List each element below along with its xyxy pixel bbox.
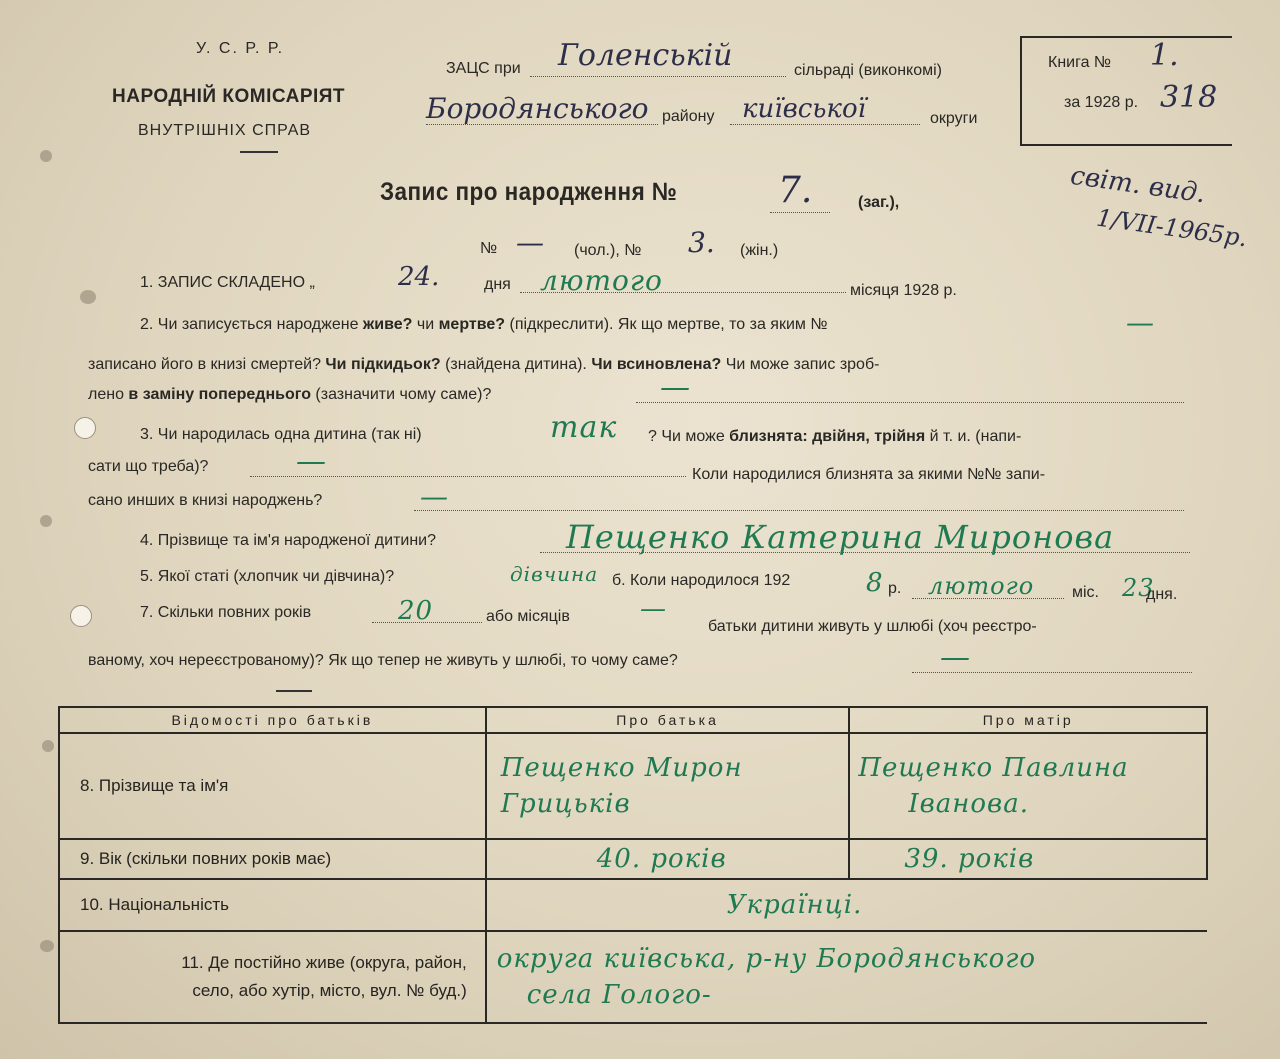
table-header-mother: Про матір: [849, 707, 1207, 733]
q7-line2-value: —: [940, 640, 971, 675]
q2-line1-value: —: [1126, 306, 1155, 339]
zags-suffix: сільраді (виконкомі): [794, 62, 942, 79]
q7-label-b: або місяців: [486, 608, 570, 625]
female-suffix: (жін.): [740, 242, 779, 259]
ministry-name: НАРОДНІЙ КОМІСАРІЯТ: [112, 86, 346, 107]
q1-suffix: місяця 1928 р.: [850, 282, 957, 299]
q3-line2-a: сати що треба)?: [88, 458, 209, 475]
q1-month: лютого: [540, 264, 663, 297]
male-label: №: [480, 240, 498, 257]
q7-label-c: батьки дитини живуть у шлюбі (хоч реєстро-: [708, 618, 1037, 635]
q7-line2: ваному, хоч нереєстрованому)? Як що тепер не живуть у шлюбі, то чому саме?: [88, 652, 678, 669]
row-label-age: 9. Вік (скільки повних років має): [59, 839, 486, 879]
q3-line2-value: —: [296, 444, 327, 479]
table-header-info: Відомості про батьків: [59, 707, 486, 733]
table-row: [59, 733, 1207, 839]
table-row: [59, 879, 1207, 931]
father-name: Пещенко Мирон Грицьків: [486, 733, 850, 839]
table-row: [59, 839, 1207, 879]
q2-line3-value: —: [660, 370, 691, 405]
q5-day: 23: [1122, 574, 1155, 602]
q1-prefix: 1. ЗАПИС СКЛАДЕНО „: [140, 274, 315, 291]
margin-note-line1: світ. вид.: [1068, 160, 1208, 210]
q2-line3: лено в заміну попереднього (зазначити чому саме)?: [88, 386, 492, 403]
q3-line3-value: —: [420, 480, 449, 513]
stain: [40, 940, 54, 952]
q2-line1: 2. Чи записується народжене живе? чи мертве? (підкреслити). Як що мертве, то за яким №: [140, 316, 828, 333]
q5-year: 8: [866, 568, 884, 598]
q5-birth-label: б. Коли народилося 192: [612, 572, 791, 589]
row-label-name: 8. Прізвище та ім'я: [59, 733, 486, 839]
female-value: 3.: [688, 226, 715, 259]
q5-day-suffix: дня.: [1146, 586, 1178, 603]
row-label-residence: 11. Де постійно живе (округа, район, село, або хутір, місто, вул. № буд.): [59, 931, 486, 1023]
divider: [276, 690, 312, 692]
okrug-value: київської: [742, 94, 866, 124]
republic-label: У. С. Р. Р.: [196, 40, 285, 57]
residence-value: округа київська, р-ну Бородянського села Голого-: [486, 931, 1207, 1023]
record-number: 7.: [778, 170, 813, 211]
q1-day: 24.: [398, 262, 440, 292]
binding-hole-2: [70, 605, 92, 627]
q3-line2-b: Коли народилися близнята за якими №№ запи-: [692, 466, 1046, 483]
stain: [40, 515, 52, 527]
q2-line2: записано його в книзі смертей? Чи підкидьок? (знайдена дитина). Чи всиновлена? Чи може запис зроб-: [88, 356, 880, 373]
q5-month: лютого: [928, 572, 1035, 600]
row-label-nationality: 10. Національність: [59, 879, 486, 931]
q3-line1-a: 3. Чи народилась одна дитина (так ні): [140, 426, 422, 443]
q7-months: —: [640, 594, 667, 624]
mother-name: Пещенко Павлина Іванова.: [849, 733, 1207, 839]
q4-value: Пещенко Катерина Миронова: [566, 518, 1115, 556]
q3-line3-a: сано инших в книзі народжень?: [88, 492, 323, 509]
zags-prefix: ЗАЦС при: [446, 60, 521, 77]
parents-table: [58, 706, 1208, 1024]
stain: [42, 740, 54, 752]
q7-label-a: 7. Скільки повних років: [140, 604, 312, 621]
q5-label: 5. Якої статі (хлопчик чи дівчина)?: [140, 568, 395, 585]
book-label: Книга №: [1048, 54, 1112, 71]
table-header-father: Про батька: [486, 707, 850, 733]
record-title: Запис про народження №: [380, 178, 678, 206]
ministry-subtitle: ВНУТРІШНІХ СПРАВ: [138, 122, 312, 139]
q1-mid: дня: [484, 276, 511, 293]
book-year-number: 318: [1160, 80, 1218, 115]
district-label: району: [662, 108, 715, 125]
stain: [40, 150, 52, 162]
nationality-value: Українці.: [486, 879, 1207, 931]
male-value: —: [516, 226, 544, 259]
stain: [80, 290, 96, 304]
table-row: [59, 931, 1207, 1023]
father-age: 40. років: [486, 839, 850, 879]
male-suffix: (чол.), №: [574, 242, 642, 259]
q3-line1-b: ? Чи може близнята: двійня, трійня й т. и. (напи-: [648, 428, 1022, 445]
village-council-value: Голенській: [558, 38, 733, 73]
binding-hole-1: [74, 417, 96, 439]
q5-year-suffix: р.: [888, 580, 902, 597]
q3-line1-value: так: [550, 410, 618, 445]
mother-age: 39. років: [849, 839, 1207, 879]
okrug-label: округи: [930, 110, 978, 127]
margin-note-line2: 1/VII-1965р.: [1094, 203, 1250, 253]
table-header-row: [59, 707, 1207, 733]
divider: [240, 151, 278, 153]
district-value: Бородянського: [426, 92, 649, 125]
q5-month-suffix: міс.: [1072, 584, 1099, 601]
record-number-suffix: (заг.),: [858, 194, 900, 211]
book-year: за 1928 р.: [1064, 94, 1139, 111]
q5-value: дівчина: [510, 562, 599, 586]
q4-label: 4. Прізвище та ім'я народженої дитини?: [140, 532, 437, 549]
book-number: 1.: [1150, 38, 1179, 73]
q7-years: 20: [398, 596, 434, 626]
